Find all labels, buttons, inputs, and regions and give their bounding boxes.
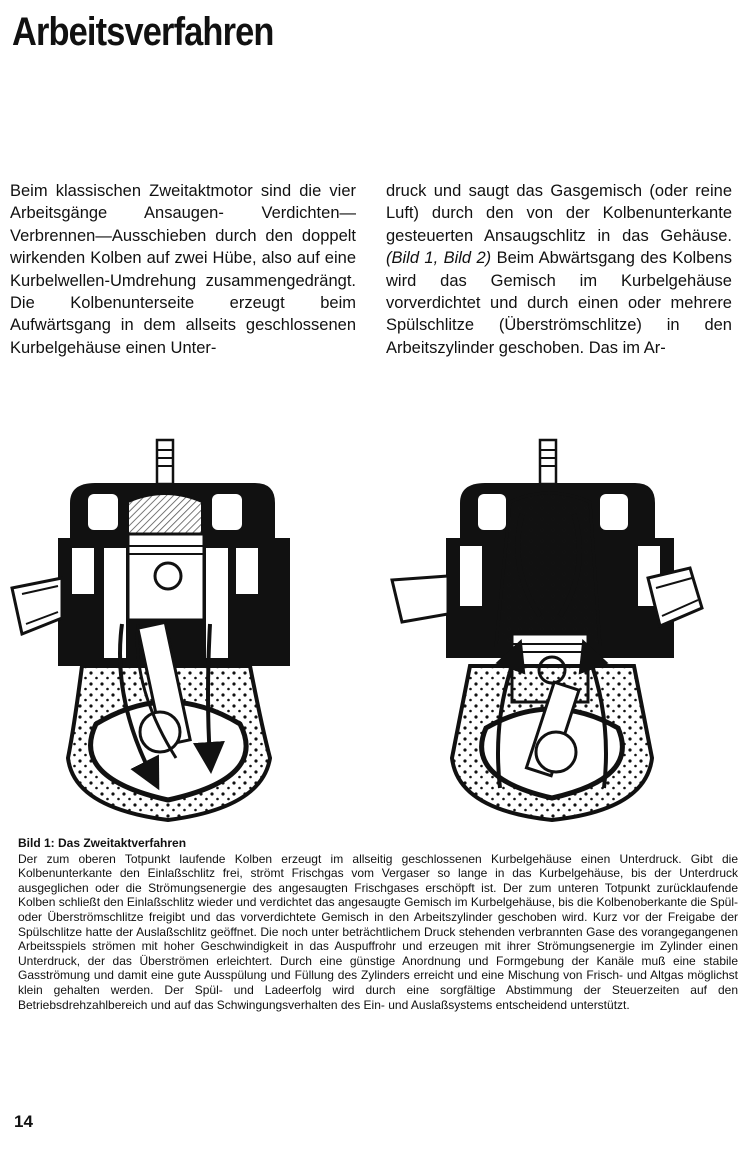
figure-caption (18, 836, 738, 1012)
intake-pipe-right (392, 576, 448, 622)
body-text-right-column (386, 180, 732, 359)
page-title: Arbeitsverfahren (12, 10, 274, 54)
body-text-right-start: druck und saugt das Gasgemisch (oder reine Luft) durch den von der Kolbenunterkante gesteuerten Ansaugschlitz in das Gehäuse. (386, 182, 732, 245)
piston-left (128, 534, 204, 620)
two-stroke-engine-figure (0, 428, 750, 828)
combustion-chamber (128, 494, 202, 534)
page-number: 14 (14, 1112, 33, 1131)
figure-caption-title: Bild 1: Das Zweitaktverfahren (18, 836, 187, 850)
crankcase-right (452, 654, 652, 820)
figure-reference: (Bild 1, Bild 2) (386, 249, 492, 268)
engine-diagram-right (392, 440, 702, 820)
combustion-chamber (496, 493, 600, 646)
body-text-left-column: Beim klassischen Zweitaktmotor sind die vier Arbeitsgänge Ansaugen- Verdichten—Verbrennen—Ausschieben durch den doppelt wirkenden Kolben auf zwei Hübe, also auf eine Kurbelwellen-Umdrehung zusammengedrängt. Die Kolbenunterseite erzeugt beim Aufwärtsgang in dem allseits geschlossenen Kurbelgehäuse einen Unter- (10, 182, 356, 357)
body-text-right-end: Beim Abwärtsgang des Kolbens wird das Gemisch im Kurbelgehäuse vorverdichtet und durch einen oder mehrere Spülschlitze (Überströmschlitze) in den Arbeitszylinder geschoben. Das im Ar- (386, 249, 732, 357)
engine-diagram-left (12, 440, 290, 820)
figure-caption-text: Der zum oberen Totpunkt laufende Kolben erzeugt im allseitig geschlossenen Kurbelgehäuse einen Unterdruck. Gibt die Kolbenunterkante den Einlaßschlitz frei, strömt Frischgas vom Vergaser so lange in das Kurbelgehäuse, bis der Unterdruck ausgeglichen oder die Strömungsenergie des angesaugten Frischgases erschöpft ist. Der zum unteren Totpunkt zurücklaufende Kolben schließt den Einlaßschlitz wieder und verdichtet das angesaugte Gemisch im Kurbelgehäuse, bis die Kolbenoberkante die Spül- oder Überströmschlitze freigibt und das vorverdichtete Gemisch in den Arbeitszylinder geschoben wird. Kurz vor der Freigabe der Spülschlitze hatte der Auslaßschlitz geöffnet. Die noch unter beträchtlichem Druck stehenden verbrannten Gase des vorangegangenen Arbeitsspiels strömen mit hoher Geschwindigkeit in das Auspuffrohr und erzeugen mit ihrer Strömungsenergie im Zylinder einen Unterdruck, der das Überströmen erleichtert. Durch eine günstige Anordnung und Formgebung der Kanäle muß eine stabile Gasströmung und damit eine gute Ausspülung und Füllung des Zylinders erreicht und eine Mischung von Frisch- und Altgas möglichst klein gehalten werden. Der Spül- und Ladeerfolg wird durch eine sorgfältige Abstimmung der Steuerzeiten auf den Betriebsdrehzahlbereich und auf das Schwingungsverhalten des Ein- und Auslaßsystems entscheidend unterstützt. (18, 851, 738, 1012)
